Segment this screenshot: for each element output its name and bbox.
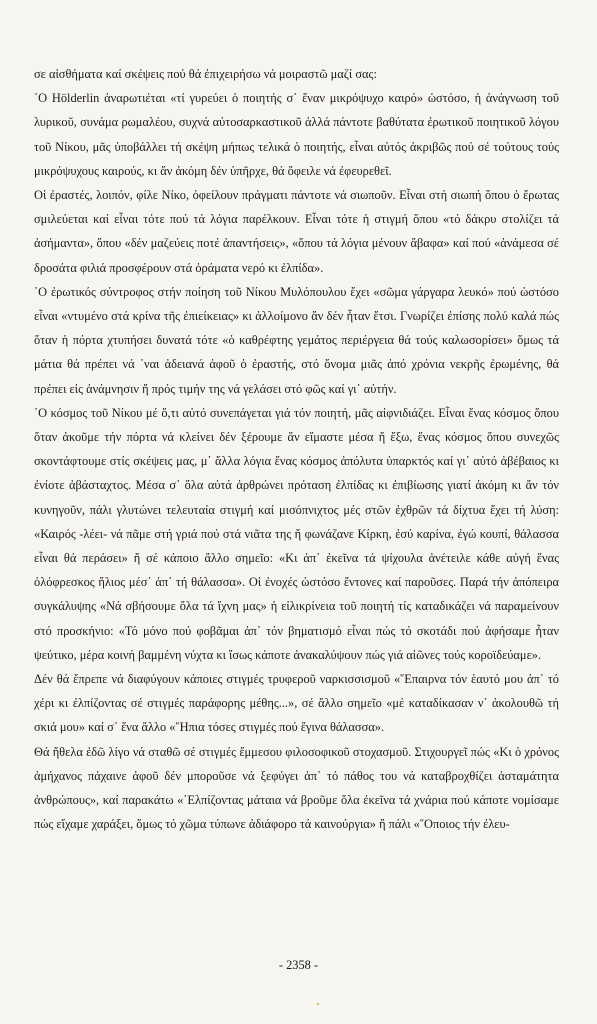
paper-speck [317,1003,319,1005]
body-text [34,62,559,837]
paragraph-3: Οἱ ἐραστές, λοιπόν, φίλε Νίκο, ὀφείλουν πράγματι πάντοτε νά σιωποῦν. Εἶναι στή σιωπή ὅπου ὁ ἔρωτας σμιλεύεται καί εἶναι τότε πού τά λόγια παρέλκουν. Εἶναι τότε ἡ στιγμή ὅπου «τό δάκρυ στολίζει τά ἀσήμαντα», ὅπου «δέν μαζεύεις ποτέ ἀπαντήσεις», «ὅπου τά λόγια μένουν ἄβαφα» καί πού «ἀνάμεσα σέ δροσάτα φιλιά προσφέρουν στά ὁράματα νερό κι ἐλπίδα». [34,188,559,275]
paragraph-1: σε αἰσθήματα καί σκέψεις πού θά ἐπιχειρήσω νά μοιραστῶ μαζί σας: [34,67,377,81]
paragraph-6: Δέν θά ἔπρεπε νά διαφύγουν κάποιες στιγμές τρυφεροῦ ναρκισσισμοῦ «῞Επαιρνα τόν ἑαυτό μου ἀπ᾽ τό χέρι κι ἐλπίζοντας σέ στιγμές παράφορης μέθης...», σέ ἄλλο σημεῖο «μέ καταδίκασαν ν᾽ ἀκολουθῶ τή σκιά μου» καί σ᾽ ἕνα ἄλλο «῞Ηπια τόσες στιγμές πού ἔγινα θάλασσα». [34,672,559,735]
paragraph-7: Θά ἤθελα ἐδῶ λίγο νά σταθῶ σέ στιγμές ἔμμεσου φιλοσοφικοῦ στοχασμοῦ. Στιχουργεῖ πώς «Κι ὁ χρόνος ἀμήχανος πάχαινε ἀφοῦ δέν μποροῦσε νά ξεφύγει ἀπ᾽ τό πάθος του νά καταβροχθίζει ἀσταμάτητα ἀνθρώπους», καί παρακάτω «᾽Ελπίζοντας μάταια νά βροῦμε ὅλα ἐκεῖνα τά χνάρια πού κάποτε νομίσαμε πώς εἴχαμε χαράξει, ὅμως τό χῶμα τύπωνε ἀδιάφορο τά καινούργια» ἤ πάλι «῞Οποιος τήν ἐλευ- [34,744,559,832]
page-number: - 2358 - [278,958,319,972]
paragraph-5: ῾Ο κόσμος τοῦ Νίκου μέ ὅ,τι αὐτό συνεπάγεται γιά τόν ποιητή, μᾶς αἰφνιδιάζει. Εἶναι ἕνας κόσμος ὅπου ὅταν ἀκοῦμε τήν πόρτα νά κλείνει δέν ξέρουμε ἄν εἴμαστε μέσα ἤ ἔξω, ἕνας κόσμος ὅπου συνεχῶς σκοντάφτουμε στίς σκέψεις μας, μ᾽ ἄλλα λόγια ἕνας κόσμος ἀπόλυτα ὑπαρκτός καί γι᾽ αὐτό ἀβέβαιος κι ἐνίοτε ἀβάσταχτος. Μέσα σ᾽ ὅλα αὐτά ἀρθρώνει πρόταση ἐλπίδας κι ἐπιβίωσης γιατί ἀκόμη κι ἄν τόν κυνηγοῦν, πάλι γλυτώνει τελευταία στιγμή καί μισόπνιχτος μές στῶν ἐχθρῶν τά δίχτυα ἔχει τή λύση: «Καιρός -λέει- νά πᾶμε στή γριά πού στά νιᾶτα της ἤ φωνάζανε Κίρκη, ἐσύ καρίνα, ἐγώ κουπί, θάλασσα εἶναι θά περάσει» ἤ σέ κάποιο ἄλλο σημεῖο: «Κι ἀπ᾽ ἐκεῖνα τά ψίχουλα ἀνέτειλε κάθε αὐγή ἕνας ὁλόφρεσκος ἥλιος μέσ᾽ ἀπ᾽ τή θάλασσα». Οἱ ἐνοχές ὡστόσο ἔντονες καί παροῦσες. Παρά τήν ἀπόπειρα συγκάλυψης «Νά σβήσουμε ὅλα τά ἴχνη μας» ἡ εἰλικρίνεια τοῦ ποιητή τίς καταδικάζει νά παραμείνουν στό προσκήνιο: «Τό μόνο πού φοβᾶμαι ἀπ᾽ τόν βηματισμό εἶναι πώς τό σκοτάδι πού ἀφήσαμε ἦταν ψεύτικο, μέρα κοινή βαμμένη νύχτα κι ἴσως κάποτε ἀνακαλύψουν πώς γιά αἰῶνες τούς κοροϊδεύαμε». [34,405,559,662]
paragraph-4: ῾Ο ἐρωτικός σύντροφος στήν ποίηση τοῦ Νίκου Μυλόπουλου ἔχει «σῶμα γάργαρα λευκό» πού ὡστόσο εἶναι «ντυμένο στά κρίνα τῆς ἐπιείκειας» κι ἀλλοίμονο ἄν δέν ἦταν ἔτσι. Γνωρίζει ἐπίσης πολύ καλά πώς ὅταν ἡ πόρτα χτυπήσει δυνατά τότε «ὁ καθρέφτης γεμάτος περιέργεια θά τούς καλωσορίσει» ὅμως τά μάτια θά πρέπει νά ᾽ναι ἀδειανά ἀφοῦ ὁ ἐραστής, στό ὄνομα μιᾶς ἀπό χρόνια νεκρῆς ἐρωμένης, θά πρέπει εἰς ἀνάμνησιν ἤ πρός τιμήν της νά γελάσει στό φῶς καί γι᾽ αὐτήν. [34,284,559,396]
paragraph-2: ῾Ο Hölderlin ἀναρωτιέται «τί γυρεύει ὁ ποιητής σ᾽ ἕναν μικρόψυχο καιρό» ὡστόσο, ἡ ἀνάγνωση τοῦ λυρικοῦ, συνάμα ρωμαλέου, συχνά αὐτοσαρκαστικοῦ ἀλλά πάντοτε βαθύτατα ἐρωτικοῦ ποιητικοῦ λόγου τοῦ Νίκου, μᾶς ὑποβάλλει τή σκέψη μήπως τελικά ὁ ποιητής, εἶναι αὐτός ἀκριβῶς πού σέ τούτους τούς μικρόψυχους καιρούς, κι ἄν ἀκόμη δέν ὑπῆρχε, θά ὄφειλε νά ἐφευρεθεῖ. [34,91,559,178]
